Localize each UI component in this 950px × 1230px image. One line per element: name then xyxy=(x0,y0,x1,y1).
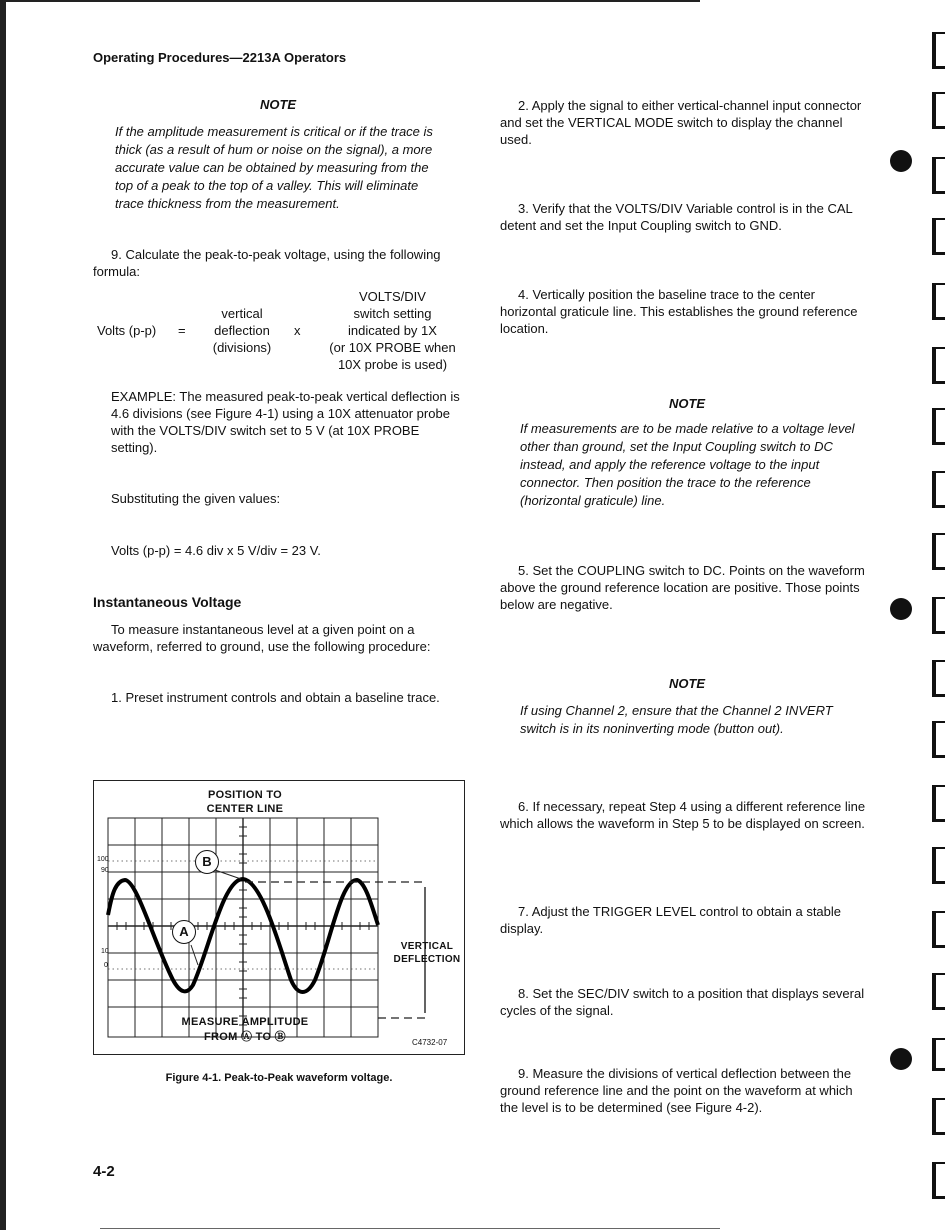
note-body: If using Channel 2, ensure that the Channel 2 INVERT switch is in its noninverting mode (button out). xyxy=(520,703,833,736)
margin-tab-icon xyxy=(932,973,945,1010)
margin-tab-icon xyxy=(932,218,945,255)
note-body: If measurements are to be made relative to a voltage level other than ground, set the Input Coupling switch to DC instead, and apply the reference voltage to the input connector. Then position the trace to the reference (horizontal graticule) line. xyxy=(520,421,855,508)
margin-tab-icon xyxy=(932,408,945,445)
step-4: 4. Vertically position the baseline trace to the center horizontal graticule line. This establishes the ground reference location. xyxy=(500,287,858,336)
measure-amplitude-label xyxy=(150,1015,340,1045)
formula-equals: = xyxy=(178,323,186,338)
margin-tab-icon xyxy=(932,471,945,508)
top-rule xyxy=(0,0,700,2)
graticule-label-90: 90 xyxy=(101,867,109,874)
step-8: 8. Set the SEC/DIV switch to a position that displays several cycles of the signal. xyxy=(500,986,865,1018)
formula-times: x xyxy=(294,323,301,338)
formula-line: (divisions) xyxy=(212,340,272,355)
margin-tab-icon xyxy=(932,533,945,570)
left-binding-edge xyxy=(0,0,6,1230)
formula-volts-div xyxy=(310,288,475,373)
marker-a-leader xyxy=(191,945,198,965)
figure-label-line: MEASURE AMPLITUDE xyxy=(181,1016,309,1028)
example-paragraph: EXAMPLE: The measured peak-to-peak vertical deflection is 4.6 divisions (see Figure 4-1) using a 10X attenuator probe with the VOLTS/DIV switch set to 5 V (at 10X PROBE setting). xyxy=(111,389,460,455)
formula-line: indicated by 1X xyxy=(348,323,437,338)
step-6: 6. If necessary, repeat Step 4 using a different reference line which allows the waveform in Step 5 to be displayed on screen. xyxy=(500,799,866,831)
formula-line: (or 10X PROBE when xyxy=(329,340,456,355)
running-header: Operating Procedures—2213A Operators xyxy=(93,50,347,65)
graticule-label-100: 100 xyxy=(97,856,109,863)
figure-code: C4732-07 xyxy=(412,1038,448,1047)
margin-tab-icon xyxy=(932,1038,945,1071)
marker-b-leader xyxy=(215,870,241,879)
figure-label-line: VERTICAL xyxy=(400,941,454,952)
margin-tab-icon xyxy=(932,785,945,822)
graticule-center-axes xyxy=(108,818,378,1037)
formula-line: vertical xyxy=(221,306,263,321)
note-body: If the amplitude measurement is critical or if the trace is thick (as a result of hum or noise on the signal), a more accurate value can be obtained by measuring from the top of a peak to the top of a valley. This will eliminate trace thickness from the measurement. xyxy=(115,124,433,211)
substituting-text: Substituting the given values: xyxy=(111,491,281,506)
figure-caption: Figure 4-1. Peak-to-Peak waveform voltage. xyxy=(165,1072,393,1084)
vertical-deflection-label xyxy=(392,940,462,966)
margin-tab-icon xyxy=(932,847,945,884)
step-9-calc: 9. Calculate the peak-to-peak voltage, using the following formula: xyxy=(93,247,441,279)
graticule-label-0: 0 xyxy=(104,962,108,969)
figure-label-line: FROM Ⓐ TO Ⓑ xyxy=(204,1031,286,1043)
step-7: 7. Adjust the TRIGGER LEVEL control to obtain a stable display. xyxy=(500,904,842,936)
note-title: NOTE xyxy=(259,97,297,112)
figure-label-line: POSITION TO xyxy=(208,789,282,801)
margin-tab-icon xyxy=(932,347,945,384)
step-1: 1. Preset instrument controls and obtain a baseline trace. xyxy=(111,690,440,705)
figure-label-line: CENTER LINE xyxy=(206,803,284,815)
step-9-measure: 9. Measure the divisions of vertical deflection between the ground reference line and the point on the waveform at which the level is to be determined (see Figure 4-2). xyxy=(500,1066,853,1115)
step-2: 2. Apply the signal to either vertical-channel input connector and set the VERTICAL MODE switch to display the channel used. xyxy=(500,98,862,147)
page-number: 4-2 xyxy=(93,1163,115,1180)
figure-label-line: DEFLECTION xyxy=(393,954,461,965)
figure-top-label xyxy=(165,788,325,816)
graticule-label-10: 10 xyxy=(101,948,109,955)
margin-tab-icon xyxy=(932,92,945,129)
note-title: NOTE xyxy=(668,396,706,411)
margin-bullet-icon xyxy=(890,1048,912,1070)
bottom-rule xyxy=(100,1228,720,1229)
margin-bullet-icon xyxy=(890,598,912,620)
result-equation: Volts (p-p) = 4.6 div x 5 V/div = 23 V. xyxy=(111,543,321,558)
formula-line: switch setting xyxy=(353,306,432,321)
margin-tab-icon xyxy=(932,32,945,69)
margin-tab-icon xyxy=(932,660,945,697)
margin-tab-icon xyxy=(932,597,945,634)
marker-a: A xyxy=(172,920,196,944)
margin-tab-icon xyxy=(932,721,945,758)
step-5: 5. Set the COUPLING switch to DC. Points on the waveform above the ground reference location are positive. Those points below are negative. xyxy=(500,563,865,612)
formula-numerator xyxy=(200,305,284,356)
margin-tab-icon xyxy=(932,283,945,320)
formula-line: 10X probe is used) xyxy=(337,357,448,372)
waveform-graticule xyxy=(95,815,463,1045)
formula-lhs: Volts (p-p) xyxy=(97,323,157,338)
note-title: NOTE xyxy=(668,676,706,691)
formula-line: deflection xyxy=(214,323,270,338)
step-3: 3. Verify that the VOLTS/DIV Variable control is in the CAL detent and set the Input Coupling switch to GND. xyxy=(500,201,853,233)
margin-tab-icon xyxy=(932,911,945,948)
margin-bullet-icon xyxy=(890,150,912,172)
section-intro: To measure instantaneous level at a given point on a waveform, referred to ground, use the following procedure: xyxy=(93,622,431,654)
margin-tab-icon xyxy=(932,1098,945,1135)
marker-b: B xyxy=(195,850,219,874)
section-heading: Instantaneous Voltage xyxy=(93,594,242,610)
margin-tab-icon xyxy=(932,157,945,194)
formula-line: VOLTS/DIV xyxy=(359,289,426,304)
margin-tab-icon xyxy=(932,1162,945,1199)
